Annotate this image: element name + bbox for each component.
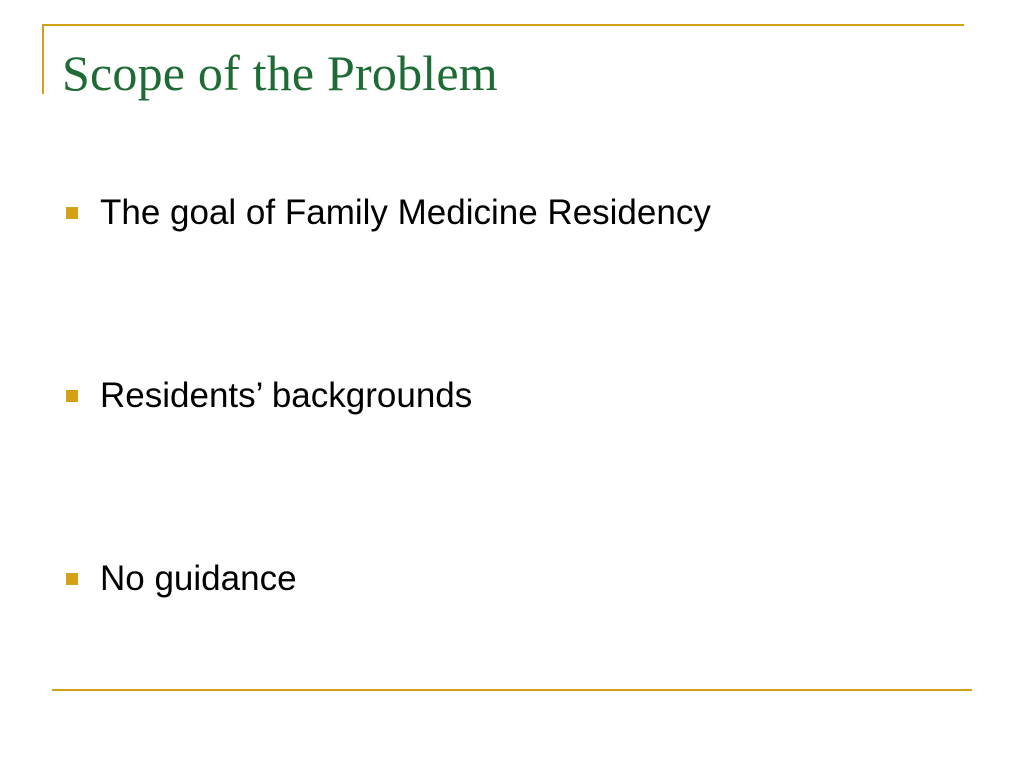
bullet-item [66, 558, 297, 600]
square-bullet-icon [66, 573, 78, 585]
bottom-rule-divider [52, 689, 972, 691]
slide-title: Scope of the Problem [62, 45, 498, 101]
bullet-item [66, 375, 472, 417]
bullet-text: Residents’ backgrounds [100, 376, 473, 415]
square-bullet-icon [66, 390, 78, 402]
bullet-text: The goal of Family Medicine Residency [100, 193, 711, 232]
bullet-item [66, 192, 711, 234]
square-bullet-icon [66, 207, 78, 219]
bullet-text: No guidance [100, 559, 297, 598]
